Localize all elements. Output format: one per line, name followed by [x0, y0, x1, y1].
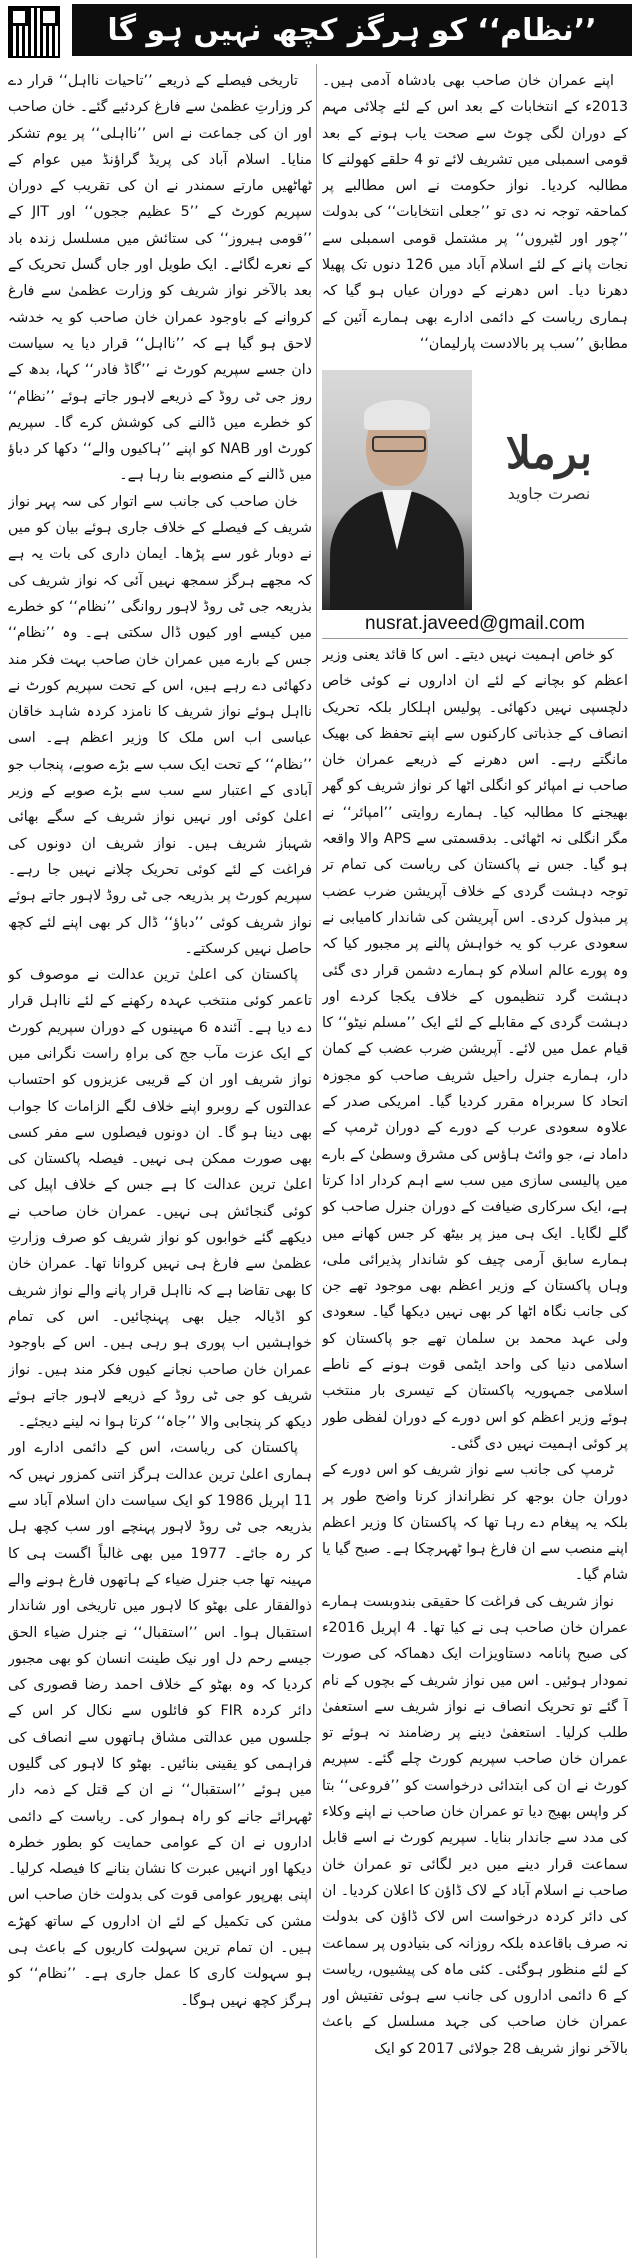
- headline-title: ’’نظام‘‘ کو ہرگز کچھ نہیں ہو گا: [107, 12, 597, 48]
- headline-bar: [72, 4, 632, 56]
- paragraph: پاکستان کی ریاست، اس کے دائمی ادارے اور ہماری اعلیٰ ترین عدالت ہرگز اتنی کمزور نہیں کہ 11 اپریل 1986 کو ایک سیاست دان اسلام آباد سے بذریعہ جی ٹی روڈ لاہور پہنچے اور سب کچھ ہل کر رہ جائے۔ 1977 میں بھی غالباً اگست ہی کا مہینہ تھا جب جنرل ضیاء کے ہاتھوں فارغ ہونے والے ذوالفقار علی بھٹو کا لاہور میں تاریخی اور شاندار استقبال ہوا۔ اس ’’استقبال‘‘ نے جنرل ضیاء الحق جیسے رحم دل اور نیک طینت انسان کو بھی مجبور کردیا کہ وہ بھٹو کے خلاف احمد رضا قصوری کی دائر کردہ FIR کو فائلوں سے نکال کر اس کے جلسوں میں عدالتی مشاق ہاتھوں سے انصاف کی فراہمی کو یقینی بنائیں۔ بھٹو کا لاہور کی گلیوں میں ہوئے ’’استقبال‘‘ نے ان کے قتل کے ذمہ دار ٹھہرائے جانے کو راہ ہموار کی۔ ریاست کے دائمی اداروں نے ان کے عوامی حمایت کو بطور خطرہ دیکھا اور انہیں عبرت کا نشان بنانے کا فیصلہ کرلیا۔ اپنی بھرپور عوامی قوت کی بدولت خان صاحب اس مشن کی تکمیل کے لئے ان اداروں کے ساتھ کھڑے ہیں۔ ان تمام ترین سہولت کاریوں کے باعث ہی ہو سہولت کاری کا عمل جاری ہے۔ ’’نظام‘‘ کو ہرگز کچھ نہیں ہوگا۔: [8, 1440, 312, 2009]
- author-email[interactable]: nusrat.javeed@gmail.com: [322, 610, 628, 639]
- article-column-right-bottom: [322, 642, 628, 2256]
- paragraph: کو خاص اہمیت نہیں دیتے۔ اس کا قائد یعنی وزیر اعظم کو بچانے کے لئے ان اداروں نے کوئی خاص دلچسپی نہیں دکھائی۔ پولیس اہلکار بلکہ تحریک انصاف کے جذباتی کارکنوں سے اپنے تحفظ کی بھیک مانگتے رہے۔ اس دھرنے کے ذریعے عمران خان صاحب نے امپائر کو انگلی اٹھا کر نواز شریف کو گھر بھیجنے کا مطالبہ کیا۔ ہمارے روایتی ’’امپائر‘‘ نے مگر انگلی نہ اٹھائی۔ بدقسمتی سے APS والا واقعہ ہو گیا۔ جس نے پاکستان کی ریاست کی تمام تر توجہ دہشت گردی کے خلاف آپریشن ضرب عضب پر مبذول کردی۔ اس آپریشن کی شاندار کامیابی نے سعودی عرب کو یہ خواہش پالنے پر مجبور کیا کہ وہ پورے عالم اسلام کو ہمارے دشمن قرار دی گئی دہشت گرد تنظیموں کے خلاف یکجا کردے اور دہشت گردی کے مقابلے کے لئے ایک ’’مسلم نیٹو‘‘ کا قیام عمل میں لائے۔ آپریشن ضرب عضب کے کمان دار، ہمارے جنرل راحیل شریف صاحب کو مجوزہ اتحاد کا سربراہ مقرر کردیا گیا۔ امریکی صدر کے علاوہ سعودی عرب کے دورے کے دوران ٹرمپ کے داماد نے، جو وائٹ ہاؤس کی مشرق وسطیٰ کے بارے میں پالیسی سازی میں سب سے اہم کردار ادا کرتا ہے، ایک سرکاری ضیافت کے دوران جنرل صاحب کو گلے لگایا۔ ایک ہی میز پر بیٹھ کر جس کھانے میں ہمارے سابق آرمی چیف کو شاندار پذیرائی ملی، وہاں پاکستان کے وزیر اعظم بھی موجود تھے جن کی جانب نگاہ اٹھا کر بھی نہیں دیکھا گیا۔ سعودی ولی عہد محمد بن سلمان تھے جو پاکستان کو اسلامی دنیا کی واحد ایٹمی قوت ہونے کے ناطے اسلامی جمہوریہ پاکستان کے تیسری بار منتخب ہوئے وزیر اعظم کو اس دورے کے دوران لفظی طور پر کوئی اہمیت نہیں دی گئی۔: [322, 647, 628, 1452]
- paragraph: نواز شریف کی فراغت کا حقیقی بندوبست ہمارے عمران خان صاحب ہی نے کیا تھا۔ 4 اپریل 2016ء کی صبح پانامہ دستاویزات ایک دھماکہ کی صورت نمودار ہوئیں۔ اس میں نواز شریف کے بچوں کے نام آ گئے تو تحریک انصاف نے نواز شریف سے استعفیٰ طلب کرلیا۔ استعفیٰ دینے پر رضامند نہ ہوئے تو عمران خان صاحب سپریم کورٹ چلے گئے۔ سپریم کورٹ نے ان کی ابتدائی درخواست کو ’’فروعی‘‘ بتا کر واپس بھیج دیا تو عمران خان صاحب نے اپنے وکلاء کی مدد سے جاندار بنایا۔ سپریم کورٹ نے اسے قابل سماعت قرار دینے میں دیر لگائی تو عمران خان صاحب نے اسلام آباد کے لاک ڈاؤن کا اعلان کردیا۔ ان کی دائر کردہ درخواست اس لاک ڈاؤن کی بدولت نہ صرف باقاعدہ بلکہ روزانہ کی بنیادوں پر سماعت کے لئے منظور ہوگئی۔ کئی ماہ کی پیشیوں، ریاست کے 6 دائمی اداروں کی جانب سے ہوئی تفتیش اور عمران خان صاحب کی جہد مسلسل کے باعث بالآخر نواز شریف 28 جولائی 2017 کو ایک: [322, 1593, 628, 2057]
- column-header: [0, 0, 637, 60]
- column-divider: [316, 64, 317, 2258]
- paragraph: پاکستان کی اعلیٰ ترین عدالت نے موصوف کو تاعمر کوئی منتخب عہدہ رکھنے کے لئے نااہل قرار دے دیا ہے۔ آئندہ 6 مہینوں کے دوران سپریم کورٹ کے ایک عزت مآب جج کی براہِ راست نگرانی میں نواز شریف اور ان کے قریبی عزیزوں کو احتساب عدالتوں کے روبرو اپنے خلاف لگے الزامات کا جواب بھی دینا ہو گا۔ ان دونوں فیصلوں سے مفر کسی بھی صورت ممکن ہی نہیں۔ فیصلہ پاکستان کی اعلیٰ ترین عدالت کا ہے جس کے خلاف اپیل کی کوئی گنجائش ہی نہیں۔ عمران خان صاحب نے دیکھے گئے خوابوں کو نواز شریف کو صرف وزارتِ عظمیٰ سے فارغ ہی نہیں کروانا تھا۔ عمران خان کا بھی تقاضا ہے کہ نااہل قرار پانے والے نواز شریف کو اڈیالہ جیل بھی پہنچائیں۔ اس کی تمام خواہشیں اب پوری ہو رہی ہیں۔ اس کے باوجود عمران خان صاحب نجانے کیوں فکر مند ہیں۔ نواز شریف کو جی ٹی روڈ کے ذریعے لاہور جاتے ہوئے دیکھ کر پنجابی والا ’’جاہ‘‘ کرتا ہوا نہ لینے دیجئے۔: [8, 967, 312, 1431]
- author-photo: [322, 370, 472, 610]
- author-box: [322, 370, 630, 610]
- paragraph: اپنے عمران خان صاحب بھی بادشاہ آدمی ہیں۔ 2013ء کے انتخابات کے بعد اس کے لئے چلائی مہم کے دوران لگی چوٹ سے صحت یاب ہونے کے بعد قومی اسمبلی میں تشریف لائے تو 4 حلقے کھولنے کا مطالبہ کردیا۔ نواز حکومت نے اس مطالبے پر کماحقہ توجہ نہ دی تو ’’جعلی انتخابات‘‘ کی بدولت ’’چور اور لٹیروں‘‘ پر مشتمل قومی اسمبلی سے نجات پانے کے لئے اسلام آباد میں 126 دنوں تک پھیلا دھرنا دیا۔ اس دھرنے کے دوران عیاں ہو گیا کہ ہماری ریاست کے دائمی ادارے بھی ہمارے آئین کے مطابق ’’سب پر بالادست پارلیمان‘‘: [322, 73, 628, 352]
- paragraph: خان صاحب کی جانب سے اتوار کی سہ پہر نواز شریف کے فیصلے کے خلاف جاری ہوئے بیان کو میں نے دوبار غور سے پڑھا۔ ایمان داری کی بات یہ ہے کہ مجھے ہرگز سمجھ نہیں آئی کہ نواز شریف کی بذریعہ جی ٹی روڈ لاہور روانگی ’’نظام‘‘ کو خطرے میں کیسے اور کیوں ڈال سکتی ہے۔ وہ ’’نظام‘‘ جس کے بارے میں عمران خان صاحب بہت فکر مند دکھائی دے رہے ہیں، اس کے تحت سپریم کورٹ نے نااہل ہوئے نواز شریف کا نامزد کردہ شاہد خاقان عباسی اب اس ملک کا وزیر اعظم ہے۔ اسی ’’نظام‘‘ کے تحت ایک سب سے بڑے صوبے، پنجاب جو آبادی کے اعتبار سے سب سے بڑے صوبے کے وزیر اعلیٰ کوئی اور نہیں نواز شریف کے سگے بھائی شہباز شریف ہیں۔ نواز شریف ان دونوں کی فراغت کے لئے کوئی تحریک چلانے نہیں جا رہے۔ سپریم کورٹ پر بذریعہ جی ٹی روڈ لاہور جاتے ہوئے نواز شریف کوئی ’’دباؤ‘‘ ڈال کر بھی اپنے لئے کچھ حاصل نہیں کرسکتے۔: [8, 493, 312, 957]
- column-name: برملا: [505, 428, 593, 479]
- paragraph: ٹرمپ کی جانب سے نواز شریف کو اس دورے کے دوران جان بوجھ کر نظرانداز کرنا واضح طور پر بلکہ یہ پیغام دے رہا تھا کہ پاکستان کا وزیر اعظم اپنے منصب سے ان فارغ ہوا ٹھہرچکا ہے۔ صبح گیا یا شام گیا۔: [322, 1462, 628, 1584]
- paragraph: تاریخی فیصلے کے ذریعے ’’تاحیات نااہل‘‘ قرار دے کر وزارتِ عظمیٰ سے فارغ کردئیے گئے۔ خان صاحب اور ان کی جماعت نے اس ’’نااہلی‘‘ پر یوم تشکر منایا۔ اسلام آباد کی پریڈ گراؤنڈ میں عوام کے ٹھاٹھیں مارتے سمندر نے ان کی تقریب کے دوران سپریم کورٹ کے ’’5 عظیم ججوں‘‘ اور JIT کے ’’قومی ہیروز‘‘ کی ستائش میں مسلسل زندہ باد کے نعرے لگائے۔ ایک طویل اور جاں گسل تحریک کے بعد بالآخر نواز شریف کو وزارت عظمیٰ سے فارغ کروانے کے باوجود عمران خان صاحب کو یہ خدشہ لاحق ہو گیا ہے کہ ’’نااہل‘‘ قرار دیا یہ سیاست دان جسے سپریم کورٹ نے ’’گاڈ فادر‘‘ کہا، بدھ کے روز جی ٹی روڈ کے ذریعے لاہور جاتے ہوئے ’’نظام‘‘ کو خطرے میں ڈالنے کی کوشش کرے گا۔ سپریم کورٹ اور NAB کو اپنے ’’ہاکیوں والے‘‘ دکھا کر دباؤ میں ڈالنے کے منصوبے بنا رہا ہے۔: [8, 73, 312, 484]
- column-logo: [474, 428, 624, 528]
- article-column-right-top: [322, 68, 628, 366]
- qr-code-icon[interactable]: [8, 6, 60, 58]
- article-column-left: [8, 68, 312, 2256]
- author-name: نصرت جاوید: [507, 484, 591, 503]
